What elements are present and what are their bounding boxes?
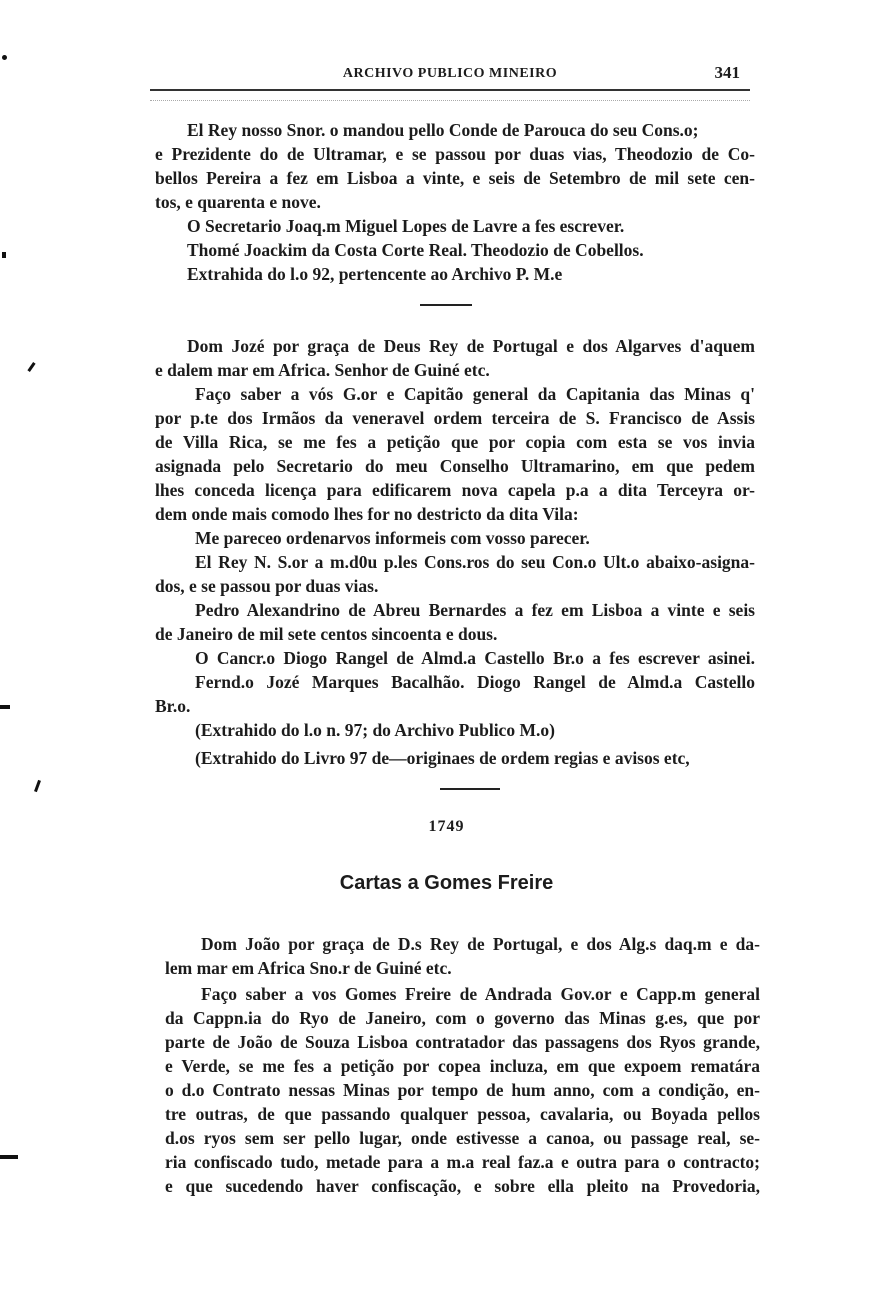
text-line: El Rey nosso Snor. o mandou pello Conde de Parouca do seu Cons.o; [187, 120, 699, 140]
text-line: lhes conceda licença para edificarem nova capela p.a a dita Terceyra or- [155, 480, 755, 500]
text-line: Br.o. [155, 696, 191, 716]
text-line: Faço saber a vos Gomes Freire de Andrada Gov.or e Capp.m general [201, 984, 760, 1004]
text-line: Me pareceo ordenarvos informeis com vosso parecer. [195, 528, 590, 548]
margin-mark [0, 1155, 18, 1159]
text-line: Pedro Alexandrino de Abreu Bernardes a fez em Lisboa a vinte e seis [195, 600, 755, 620]
text-line: da Cappn.ia do Ryo de Janeiro, com o governo das Minas g.es, que por [165, 1008, 760, 1028]
text-line: Faço saber a vós G.or e Capitão general da Capitania das Minas q' [195, 384, 755, 404]
text-line: o d.o Contrato nessas Minas por tempo de hum anno, com a condição, en- [165, 1080, 760, 1100]
text-line: El Rey N. S.or a m.d0u p.les Cons.ros do seu Con.o Ult.o abaixo-asigna- [195, 552, 755, 572]
text-line: dem onde mais comodo lhes for no destricto da dita Vila: [155, 504, 579, 524]
text-line: de Villa Rica, se me fes a petição que por copia com esta se vos invia [155, 432, 755, 452]
text-line: ria confiscado tudo, metade para a m.a real faz.a e outra para o contracto; [165, 1152, 760, 1172]
text-line: e dalem mar em Africa. Senhor de Guiné etc. [155, 360, 490, 380]
margin-mark [0, 705, 10, 709]
section-title: Cartas a Gomes Freire [339, 872, 554, 894]
margin-mark [2, 55, 7, 60]
header-rule [150, 89, 750, 91]
margin-mark [2, 252, 6, 258]
text-line: e que sucedendo haver confiscação, e sobre ella pleito na Provedoria, [165, 1176, 760, 1196]
header-dotted-rule [150, 100, 750, 101]
separator-rule [440, 788, 500, 790]
text-line: d.os ryos sem ser pello lugar, onde estivesse a canoa, ou passage real, se- [165, 1128, 760, 1148]
text-line: Dom João por graça de D.s Rey de Portugal, e dos Alg.s daq.m e da- [201, 934, 760, 954]
text-line: lem mar em Africa Sno.r de Guiné etc. [165, 958, 452, 978]
text-line: de Janeiro de mil sete centos sincoenta e dous. [155, 624, 498, 644]
text-line: (Extrahido do Livro 97 de—originaes de ordem regias e avisos etc, [195, 748, 690, 768]
text-line: asignada pelo Secretario do meu Conselho Ultramarino, em que pedem [155, 456, 755, 476]
separator-rule [420, 304, 472, 306]
text-line: Fernd.o Jozé Marques Bacalhão. Diogo Rangel de Almd.a Castello [195, 672, 755, 692]
margin-mark [34, 780, 41, 792]
text-line: parte de João de Souza Lisboa contratador das passagens dos Ryos grande, [165, 1032, 760, 1052]
text-line: O Cancr.o Diogo Rangel de Almd.a Castello Br.o a fes escrever asinei. [195, 648, 755, 668]
text-line: e Prezidente do de Ultramar, e se passou por duas vias, Theodozio de Co- [155, 144, 755, 164]
page-number: 341 [714, 63, 740, 82]
running-title: ARCHIVO PUBLICO MINEIRO [342, 66, 558, 81]
text-line: tos, e quarenta e nove. [155, 192, 321, 212]
text-line: Dom Jozé por graça de Deus Rey de Portugal e dos Algarves d'aquem [187, 336, 755, 356]
text-line: tre outras, de que passando qualquer pessoa, cavalaria, ou Boyada pellos [165, 1104, 760, 1124]
text-line: (Extrahido do l.o n. 97; do Archivo Publico M.o) [195, 720, 555, 740]
running-header [150, 62, 750, 88]
text-line: dos, e se passou por duas vias. [155, 576, 379, 596]
text-line: O Secretario Joaq.m Miguel Lopes de Lavre a fes escrever. [187, 216, 625, 236]
text-line: Extrahida do l.o 92, pertencente ao Archivo P. M.e [187, 264, 563, 284]
margin-mark [27, 362, 35, 372]
text-line: e Verde, se me fes a petição por copea incluza, em que expoem rematára [165, 1056, 760, 1076]
text-line: Thomé Joackim da Costa Corte Real. Theodozio de Cobellos. [187, 240, 644, 260]
text-line: por p.te dos Irmãos da veneravel ordem terceira de S. Francisco de Assis [155, 408, 755, 428]
text-line: bellos Pereira a fez em Lisboa a vinte, e seis de Setembro de mil sete cen- [155, 168, 755, 188]
year-heading: 1749 [428, 818, 465, 835]
